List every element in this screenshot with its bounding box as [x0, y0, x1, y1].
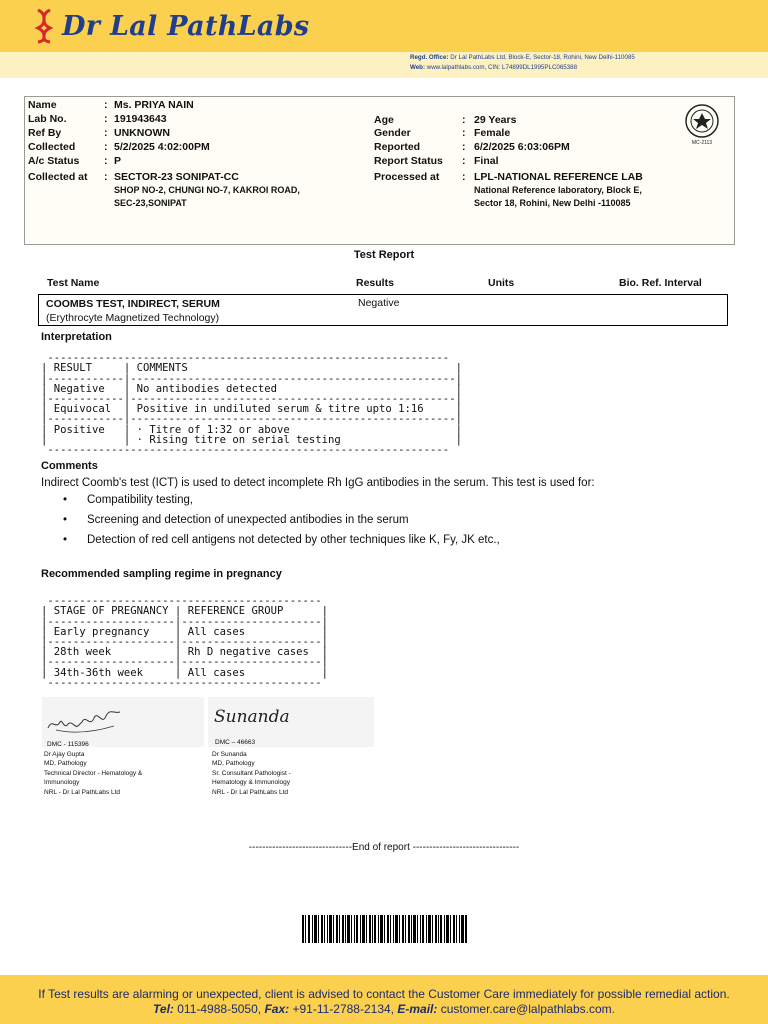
header-subband [0, 52, 768, 78]
comments-heading: Comments [41, 460, 98, 472]
colon: : [104, 113, 108, 125]
collected-label: Collected [28, 141, 76, 153]
fax-value: +91-11-2788-2134, [292, 1002, 395, 1016]
sampling-table [41, 586, 328, 698]
ac-status-value: P [114, 155, 122, 167]
age-label: Age [374, 114, 394, 126]
signatory-1 [47, 740, 89, 749]
collected-value: 5/2/2025 4:02:00PM [114, 141, 210, 153]
office-label: Regd. Office: [410, 54, 449, 61]
comments-text: Indirect Coomb's test (ICT) is used to detect incomplete Rh IgG antibodies in the serum. This test is used for: [41, 477, 595, 489]
colon: : [462, 141, 466, 153]
signatory-org: NRL - Dr Lal PathLabs Ltd [212, 788, 288, 796]
colon: : [104, 99, 108, 111]
col-results: Results [356, 277, 394, 289]
colon: : [104, 155, 108, 167]
sampling-line: | 28th week | Rh D negative cases | [41, 646, 329, 659]
signatory-title: Technical Director - Hematology & [44, 769, 143, 777]
sampling-line: ------------------------------------------- [41, 595, 322, 608]
sampling-heading: Recommended sampling regime in pregnancy [41, 568, 282, 580]
interpretation-heading: Interpretation [41, 331, 112, 343]
interpretation-line: | Equivocal | Positive in undiluted serum & titre upto 1:16 | [41, 403, 462, 416]
signature-ajay-gupta-icon [44, 700, 124, 738]
signatory-degree: MD, Pathology [212, 760, 255, 768]
interpretation-line: | Negative | No antibodies detected | [41, 382, 462, 395]
colon: : [462, 155, 466, 167]
dmc-number: DMC - 115396 [47, 741, 89, 748]
seal-text: MC-2113 [691, 140, 713, 146]
col-units: Units [488, 277, 515, 289]
report-title: Test Report [353, 249, 415, 261]
processed-at-line-3: Sector 18, Rohini, New Delhi -110085 [474, 198, 631, 208]
fax-label: Fax: [264, 1002, 290, 1016]
collected-at-label: Collected at [28, 171, 88, 183]
interpretation-line: |------------|---------------------------------------------------| [41, 393, 462, 406]
signatory-org: NRL - Dr Lal PathLabs Ltd [44, 788, 120, 796]
accreditation-seal-icon [682, 103, 722, 147]
list-item: • Screening and detection of unexpected antibodies in the serum [63, 512, 500, 532]
end-of-report: -------------------------------End of report -------------------------------- [248, 842, 520, 853]
collected-at-line-1: SECTOR-23 SONIPAT-CC [114, 171, 239, 183]
ac-status-label: A/c Status [28, 155, 80, 167]
interpretation-line: | | · Rising titre on serial testing | [41, 433, 462, 446]
ref-by-label: Ref By [28, 127, 62, 139]
tel-value: 011-4988-5050, [177, 1002, 262, 1016]
processed-at-line-2: National Reference laboratory, Block E, [474, 185, 642, 195]
web-text: www.lalpathlabs.com, CIN: L74899DL1995PLC065388 [426, 64, 578, 71]
processed-at-label: Processed at [374, 171, 440, 183]
logo-text: Dr Lal PathLabs [62, 10, 310, 42]
signature-script: Sunanda [214, 707, 290, 727]
lab-no-label: Lab No. [28, 113, 67, 125]
test-method: (Erythrocyte Magnetized Technology) [46, 312, 220, 324]
interpretation-line: |------------|---------------------------------------------------| [41, 372, 462, 385]
patient-name: Ms. PRIYA NAIN [114, 99, 194, 111]
footer-advisory: If Test results are alarming or unexpected, client is advised to contact the Customer Care immediately for possible remedial action. [38, 987, 730, 1001]
footer-contact [0, 1002, 768, 1016]
sampling-line: |--------------------|----------------------| [41, 636, 329, 649]
name-label: Name [28, 99, 57, 111]
processed-at-line-1: LPL-NATIONAL REFERENCE LAB [474, 171, 643, 183]
registered-office [410, 53, 635, 73]
comments-list [63, 492, 500, 552]
ref-by-value: UNKNOWN [114, 127, 170, 139]
signatory-2-details [212, 750, 291, 797]
colon: : [462, 114, 466, 126]
sampling-line: ------------------------------------------- [41, 676, 322, 689]
interpretation-line: --------------------------------------------------------------- [41, 352, 450, 365]
email-label: E-mail: [397, 1002, 438, 1016]
report-status-value: Final [474, 155, 499, 167]
signatory-2 [215, 738, 255, 747]
report-status-label: Report Status [374, 155, 443, 167]
interpretation-table [41, 343, 462, 465]
interpretation-line: --------------------------------------------------------------- [41, 444, 450, 457]
signatory-name: Dr Ajay Gupta [44, 751, 85, 758]
signatory-title: Immunology [44, 779, 80, 787]
signature-sunanda-icon [212, 700, 292, 732]
colon: : [104, 171, 108, 183]
test-result: Negative [358, 297, 400, 309]
collected-at-line-3: SEC-23,SONIPAT [114, 198, 187, 208]
interpretation-line: |------------|---------------------------------------------------| [41, 413, 462, 426]
sampling-line: | STAGE OF PREGNANCY | REFERENCE GROUP | [41, 605, 329, 618]
signatory-name: Dr Sunanda [212, 751, 247, 758]
colon: : [462, 127, 466, 139]
gender-label: Gender [374, 127, 411, 139]
signatory-1-details [44, 750, 142, 797]
reported-label: Reported [374, 141, 421, 153]
reported-value: 6/2/2025 6:03:06PM [474, 141, 570, 153]
col-bio-ref-interval: Bio. Ref. Interval [619, 277, 702, 289]
sampling-line: |--------------------|----------------------| [41, 656, 329, 669]
tel-label: Tel: [153, 1002, 174, 1016]
sampling-line: | Early pregnancy | All cases | [41, 625, 329, 638]
email-link[interactable]: customer.care@lalpathlabs.com. [440, 1002, 615, 1016]
sampling-line: | 34th-36th week | All cases | [41, 666, 329, 679]
collected-at-line-2: SHOP NO-2, CHUNGI NO-7, KAKROI ROAD, [114, 185, 300, 195]
dna-logo-icon [34, 8, 54, 44]
dmc-number: DMC – 46663 [215, 739, 256, 746]
signatory-title: Hematology & Immunology [212, 779, 291, 787]
sampling-line: |--------------------|----------------------| [41, 615, 329, 628]
signatory-title: Sr. Consultant Pathologist - [212, 769, 291, 777]
col-test-name: Test Name [47, 277, 100, 289]
colon: : [104, 141, 108, 153]
colon: : [462, 171, 466, 183]
list-item: • Detection of red cell antigens not detected by other techniques like K, Fy, JK etc., [63, 532, 500, 552]
brand-logo [34, 8, 309, 44]
office-text: Dr Lal PathLabs Ltd, Block-E, Sector-18, Rohini, New Delhi-110085 [450, 54, 635, 61]
web-label: Web: [410, 64, 426, 71]
barcode-icon [302, 915, 467, 943]
interpretation-line: | Positive | · Titre of 1:32 or above | [41, 423, 462, 436]
lab-no-value: 191943643 [114, 113, 167, 125]
age-value: 29 Years [474, 114, 517, 126]
test-name: COOMBS TEST, INDIRECT, SERUM [46, 298, 220, 310]
colon: : [104, 127, 108, 139]
signatory-degree: MD, Pathology [44, 760, 87, 768]
list-item: • Compatibility testing, [63, 492, 500, 512]
interpretation-line: | RESULT | COMMENTS | [41, 362, 462, 375]
gender-value: Female [474, 127, 511, 139]
